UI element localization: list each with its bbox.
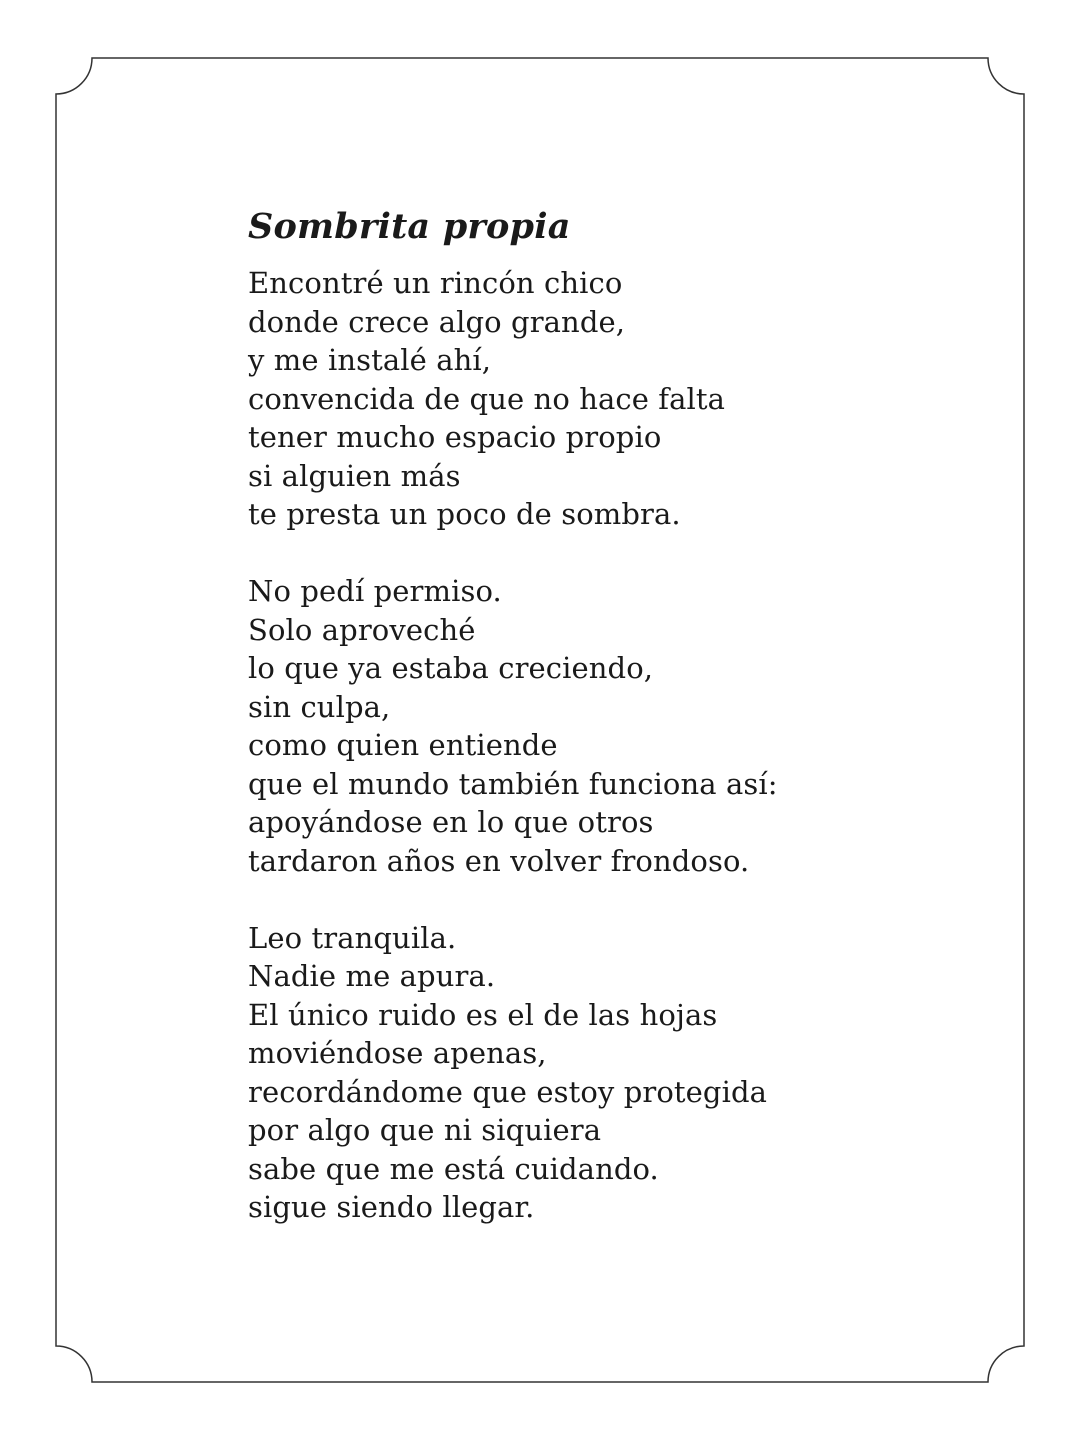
- poem-line: y me instalé ahí,: [248, 343, 492, 377]
- poem-line: Leo tranquila.: [248, 920, 457, 955]
- poem-line: No pedí permiso.: [248, 574, 502, 608]
- poem-line: lo que ya estaba creciendo,: [248, 651, 654, 685]
- poem-line: sin culpa,: [248, 689, 391, 724]
- poem-line: que el mundo también funciona así:: [248, 766, 778, 801]
- poem-line: Solo aproveché: [248, 612, 476, 647]
- poem-line: recordándome que estoy protegida: [248, 1074, 767, 1109]
- poem-line: convencida de que no hace falta: [248, 381, 726, 416]
- stanza-1: [248, 264, 1008, 534]
- poem-line: como quien entiende: [248, 728, 558, 762]
- poem-line: tener mucho espacio propio: [248, 420, 662, 454]
- poem-line: sigue siendo llegar.: [248, 1190, 535, 1224]
- stanza-3: [248, 919, 1008, 1227]
- poem-line: si alguien más: [248, 458, 461, 493]
- poem-line: donde crece algo grande,: [248, 304, 626, 339]
- stanza-2: [248, 572, 1008, 880]
- poem-line: por algo que ni siquiera: [248, 1113, 602, 1147]
- poem-line: moviéndose apenas,: [248, 1036, 547, 1070]
- poem-line: apoyándose en lo que otros: [248, 805, 654, 839]
- poem-line: Encontré un rincón chico: [248, 266, 623, 300]
- poem-line: te presta un poco de sombra.: [248, 497, 681, 531]
- poem-title: Sombrita propia: [248, 206, 571, 247]
- poem: [248, 200, 1008, 1227]
- poem-line: El único ruido es el de las hojas: [248, 997, 718, 1032]
- poem-line: Nadie me apura.: [248, 959, 496, 993]
- poem-line: sabe que me está cuidando.: [248, 1151, 659, 1186]
- poem-line: tardaron años en volver frondoso.: [248, 843, 750, 878]
